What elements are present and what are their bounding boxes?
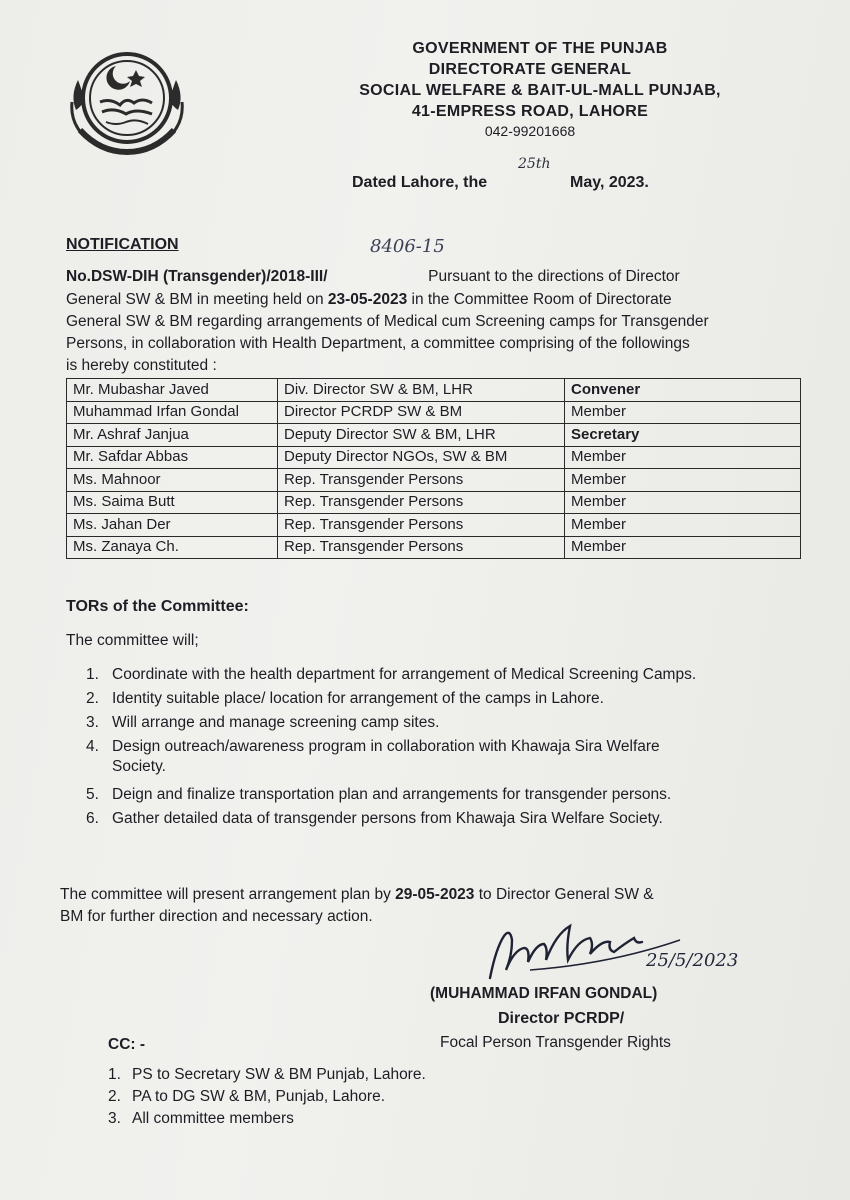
member-name: Ms. Zanaya Ch. (67, 536, 278, 559)
tor-item (86, 786, 671, 804)
closing-line-2: BM for further direction and necessary action. (60, 908, 373, 925)
tor-item-text: Design outreach/awareness program in collaboration with Khawaja Sira Welfare (112, 738, 660, 755)
tor-item-text: Identity suitable place/ location for arrangement of the camps in Lahore. (112, 690, 604, 707)
member-designation: Director PCRDP SW & BM (278, 401, 565, 424)
member-name: Ms. Saima Butt (67, 491, 278, 514)
member-role: Member (565, 446, 801, 469)
member-name: Ms. Jahan Der (67, 514, 278, 537)
tor-item-number: 6. (86, 810, 99, 827)
member-designation: Rep. Transgender Persons (278, 469, 565, 492)
cc-item (108, 1110, 294, 1128)
table-row (67, 469, 801, 492)
handwritten-dispatch-number: 8406-15 (370, 236, 445, 257)
closing-line-1: The committee will present arrangement plan by 29-05-2023 to Director General SW & (60, 886, 654, 903)
member-role: Member (565, 514, 801, 537)
member-designation: Rep. Transgender Persons (278, 491, 565, 514)
table-row (67, 401, 801, 424)
tor-item (86, 714, 439, 732)
punjab-government-emblem-icon (66, 40, 188, 156)
cc-item-number: 3. (108, 1110, 121, 1127)
signatory-title: Director PCRDP/ (498, 1010, 625, 1027)
header-phone: 042-99201668 (484, 123, 576, 139)
cc-item (108, 1088, 385, 1106)
tor-item (86, 810, 663, 828)
member-role: Member (565, 491, 801, 514)
committee-members-table (66, 378, 801, 559)
dated-handwritten-day: 25th (518, 156, 551, 172)
member-name: Mr. Safdar Abbas (67, 446, 278, 469)
notification-line-2: General SW & BM in meeting held on 23-05-2023 in the Committee Room of Directorate (66, 291, 672, 308)
tor-item-number: 4. (86, 738, 99, 755)
cc-item-number: 2. (108, 1088, 121, 1105)
member-name: Mr. Mubashar Javed (67, 379, 278, 402)
member-role: Member (565, 401, 801, 424)
header-address: 41-EMPRESS ROAD, LAHORE (411, 103, 649, 120)
notification-title: NOTIFICATION (66, 236, 179, 253)
tor-item-number: 3. (86, 714, 99, 731)
header-directorate: DIRECTORATE GENERAL (428, 61, 632, 78)
reference-number: No.DSW-DIH (Transgender)/2018-III/ (66, 268, 328, 285)
dated-month-year: May, 2023. (570, 174, 649, 191)
cc-item-text: All committee members (132, 1110, 294, 1127)
member-designation: Deputy Director NGOs, SW & BM (278, 446, 565, 469)
signatory-name: (MUHAMMAD IRFAN GONDAL) (430, 985, 658, 1002)
meeting-date: 23-05-2023 (327, 291, 408, 308)
tors-intro: The committee will; (66, 632, 199, 649)
table-row (67, 379, 801, 402)
tor-item-number: 5. (86, 786, 99, 803)
tor-item-text: Deign and finalize transportation plan and arrangements for transgender persons. (112, 786, 672, 803)
notification-line-3: General SW & BM regarding arrangements of Medical cum Screening camps for Transgender (66, 313, 709, 330)
member-role: Convener (565, 379, 801, 402)
notification-line-5: is hereby constituted : (66, 357, 217, 374)
table-row (67, 536, 801, 559)
tor-item (86, 738, 660, 756)
member-role: Secretary (565, 424, 801, 447)
tor-item-text: Society. (112, 758, 166, 775)
tor-item-text: Coordinate with the health department for arrangement of Medical Screening Camps. (112, 666, 697, 683)
notification-line-4: Persons, in collaboration with Health Department, a committee comprising of the followings (66, 335, 690, 352)
table-row (67, 424, 801, 447)
notification-line-1 (66, 268, 680, 286)
member-designation: Div. Director SW & BM, LHR (278, 379, 565, 402)
header-department: SOCIAL WELFARE & BAIT-UL-MALL PUNJAB, (359, 82, 721, 99)
tor-item-number: 2. (86, 690, 99, 707)
cc-item-text: PA to DG SW & BM, Punjab, Lahore. (132, 1088, 385, 1105)
table-row (67, 514, 801, 537)
cc-item-number: 1. (108, 1066, 121, 1083)
tors-title: TORs of the Committee: (66, 598, 249, 615)
signature-handwritten-date: 25/5/2023 (646, 950, 739, 971)
tor-item (86, 758, 166, 776)
dated-prefix: Dated Lahore, the (352, 174, 488, 191)
member-name: Ms. Mahnoor (67, 469, 278, 492)
tor-item-text: Will arrange and manage screening camp sites. (112, 714, 440, 731)
cc-item (108, 1066, 426, 1084)
member-name: Muhammad Irfan Gondal (67, 401, 278, 424)
member-designation: Rep. Transgender Persons (278, 536, 565, 559)
cc-item-text: PS to Secretary SW & BM Punjab, Lahore. (132, 1066, 426, 1083)
tor-item (86, 690, 604, 708)
tor-item (86, 666, 696, 684)
member-name: Mr. Ashraf Janjua (67, 424, 278, 447)
table-row (67, 491, 801, 514)
signatory-subtitle: Focal Person Transgender Rights (440, 1034, 671, 1051)
tor-item-text: Gather detailed data of transgender persons from Khawaja Sira Welfare Society. (112, 810, 663, 827)
plan-deadline-date: 29-05-2023 (395, 886, 475, 903)
header-government: GOVERNMENT OF THE PUNJAB (412, 40, 668, 57)
notification-line-1-text: Pursuant to the directions of Director (428, 268, 680, 285)
cc-label: CC: - (108, 1036, 146, 1053)
member-designation: Deputy Director SW & BM, LHR (278, 424, 565, 447)
tor-item-number: 1. (86, 666, 99, 683)
member-role: Member (565, 469, 801, 492)
member-role: Member (565, 536, 801, 559)
member-designation: Rep. Transgender Persons (278, 514, 565, 537)
table-row (67, 446, 801, 469)
